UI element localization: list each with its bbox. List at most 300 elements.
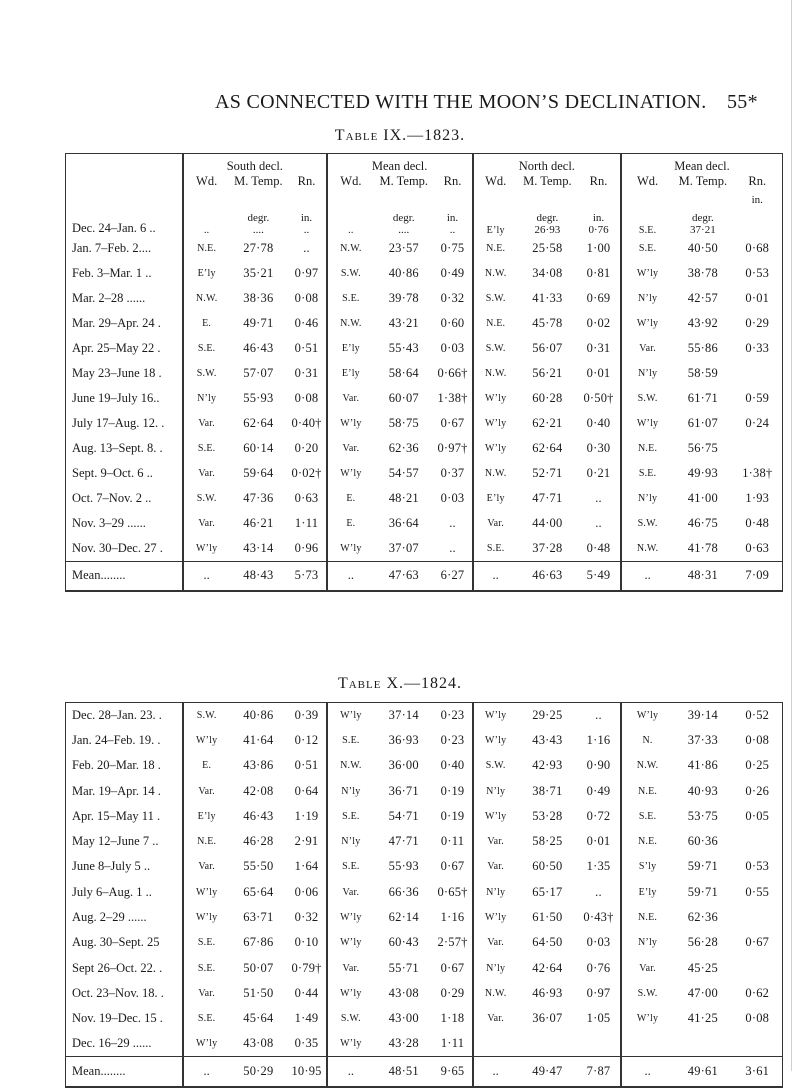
blank-header-cell bbox=[66, 154, 184, 175]
rain-cell: 0·59 bbox=[745, 391, 770, 405]
rain-cell: 1·11 bbox=[294, 516, 319, 530]
running-head-title: AS CONNECTED WITH THE MOON’S DECLINATION. bbox=[215, 91, 707, 113]
table-row bbox=[66, 880, 783, 905]
rain-cell: 0·96 bbox=[294, 540, 319, 555]
wind-direction-cell: W’ly bbox=[327, 981, 374, 1006]
temperature-cell: 42·57 bbox=[687, 291, 718, 305]
temperature-cell: 27·78 bbox=[243, 241, 274, 255]
wind-direction-cell: S.W. bbox=[327, 261, 374, 286]
wind-direction-cell: W’ly bbox=[327, 1031, 374, 1056]
wind-direction-cell: S.W. bbox=[473, 336, 518, 361]
temperature-cell: 55·93 bbox=[243, 391, 274, 405]
temperature-cell: 41·64 bbox=[243, 732, 274, 747]
rain-cell: 1·38† bbox=[437, 391, 468, 405]
rain-header: Rn. bbox=[443, 174, 462, 188]
wind-direction-cell: N’ly bbox=[621, 361, 673, 386]
table-row bbox=[66, 511, 783, 536]
temperature-cell: 62·36 bbox=[388, 441, 419, 455]
table-ix bbox=[65, 153, 783, 592]
wind-direction-cell: S.E. bbox=[621, 461, 673, 486]
temperature-cell: 55·93 bbox=[388, 859, 419, 874]
wind-direction-cell: E. bbox=[327, 486, 374, 511]
mean-cell: 48·31 bbox=[673, 561, 732, 591]
wind-direction-cell: W’ly bbox=[621, 703, 673, 728]
cell-value: .. bbox=[303, 224, 310, 236]
rain-cell: 0·01 bbox=[586, 834, 611, 849]
wind-direction-cell: E’ly bbox=[327, 361, 374, 386]
rain-cell: 0·90 bbox=[586, 758, 611, 773]
cell-value: .. bbox=[348, 225, 354, 236]
wind-direction-cell: W’ly bbox=[473, 703, 518, 728]
rain-cell: 1·16 bbox=[586, 732, 611, 747]
temperature-cell: 53·28 bbox=[532, 808, 563, 823]
mean-cell: .. bbox=[183, 1057, 229, 1087]
temperature-cell: 43·86 bbox=[243, 758, 274, 773]
rain-cell: 0·43† bbox=[583, 910, 614, 925]
rain-cell: 0·40† bbox=[291, 416, 322, 430]
wind-direction-cell: W’ly bbox=[621, 1006, 673, 1031]
temperature-cell: 40·86 bbox=[388, 266, 419, 280]
table-row bbox=[66, 1006, 783, 1031]
temperature-cell: 37·07 bbox=[388, 540, 419, 555]
temperature-cell: 35·21 bbox=[243, 266, 274, 280]
mean-cell: 6·27 bbox=[433, 561, 472, 591]
table-row bbox=[66, 261, 783, 286]
wind-direction-cell: N.E. bbox=[473, 311, 518, 336]
table-row bbox=[66, 829, 783, 854]
wind-direction-cell: E. bbox=[183, 311, 229, 336]
rain-cell: 0·68 bbox=[745, 241, 770, 255]
rain-cell: 0·67 bbox=[440, 416, 465, 430]
row-label: Aug. 2–29 ...... bbox=[72, 910, 147, 925]
wind-direction-cell: N.E. bbox=[621, 829, 673, 854]
rain-cell bbox=[733, 905, 783, 930]
wind-direction-cell: N’ly bbox=[183, 386, 229, 411]
row-label: Feb. 3–Mar. 1 .. bbox=[72, 266, 152, 280]
wind-direction-cell: W’ly bbox=[327, 930, 374, 955]
page-number: 55* bbox=[727, 91, 758, 113]
wind-direction-cell: Var. bbox=[183, 854, 229, 879]
mean-cell: 7·09 bbox=[733, 561, 783, 591]
wind-direction-cell: W’ly bbox=[183, 1031, 229, 1056]
row-cell bbox=[374, 194, 433, 236]
rain-cell: 1·38† bbox=[742, 466, 773, 480]
wind-direction-cell: W’ly bbox=[327, 905, 374, 930]
temperature-cell bbox=[673, 1031, 732, 1056]
rain-cell: 0·97 bbox=[294, 266, 319, 280]
wind-direction-cell: S.E. bbox=[327, 728, 374, 753]
temperature-cell: 54·71 bbox=[388, 808, 419, 823]
temperature-cell: 47·00 bbox=[687, 985, 718, 1000]
rain-cell: 0·49 bbox=[586, 783, 611, 798]
temperature-cell: 43·21 bbox=[388, 316, 419, 330]
cell-value: .. bbox=[203, 225, 210, 236]
wind-direction-cell: N’ly bbox=[621, 930, 673, 955]
rain-cell: 0·63 bbox=[745, 540, 770, 555]
rain-cell: 1·93 bbox=[745, 491, 770, 505]
wind-direction-cell: S.W. bbox=[183, 703, 229, 728]
wind-direction-cell: E’ly bbox=[327, 336, 374, 361]
temperature-cell: 60·43 bbox=[388, 935, 419, 950]
cell-value: .... bbox=[252, 224, 264, 236]
rain-header: Rn. bbox=[748, 174, 767, 188]
rain-cell: 1·64 bbox=[294, 859, 319, 874]
temperature-cell: 59·71 bbox=[687, 859, 718, 874]
rain-cell bbox=[733, 1031, 783, 1056]
table-row bbox=[66, 981, 783, 1006]
temperature-cell: 43·08 bbox=[243, 1036, 274, 1051]
temperature-cell: 36·93 bbox=[388, 732, 419, 747]
wind-direction-cell: S.E. bbox=[473, 536, 518, 561]
group-header-row bbox=[66, 154, 783, 175]
rain-cell: 1·16 bbox=[440, 910, 465, 925]
row-label: Mar. 29–Apr. 24 . bbox=[72, 316, 161, 330]
mean-cell: 50·29 bbox=[229, 1057, 287, 1087]
temperature-cell: 60·50 bbox=[532, 859, 563, 874]
rain-cell: 0·29 bbox=[440, 985, 465, 1000]
temperature-cell: 62·64 bbox=[532, 441, 563, 455]
rain-cell: 0·46 bbox=[294, 316, 319, 330]
rain-cell: 0·50† bbox=[583, 391, 614, 405]
temperature-cell: 51·50 bbox=[243, 985, 274, 1000]
mean-cell: 9·65 bbox=[433, 1057, 472, 1087]
temperature-cell: 36·64 bbox=[388, 516, 419, 530]
rain-cell: 2·91 bbox=[294, 834, 319, 849]
wind-direction-cell: S.E. bbox=[327, 804, 374, 829]
rain-cell: 0·32 bbox=[440, 291, 465, 305]
row-cell bbox=[287, 194, 326, 236]
temperature-cell: 56·75 bbox=[687, 441, 718, 455]
table-row bbox=[66, 728, 783, 753]
mean-cell: .. bbox=[183, 561, 229, 591]
unit-label: in. bbox=[592, 212, 605, 224]
wind-direction-cell: N’ly bbox=[473, 880, 518, 905]
rain-cell: 0·01 bbox=[586, 366, 611, 380]
row-cell bbox=[673, 194, 732, 236]
row-label: Dec. 28–Jan. 23. . bbox=[72, 707, 162, 722]
rain-cell: 0·30 bbox=[586, 441, 611, 455]
row-label: May 23–June 18 . bbox=[72, 366, 162, 380]
mean-cell: 7·87 bbox=[577, 1057, 621, 1087]
table-row bbox=[66, 336, 783, 361]
temperature-cell: 42·08 bbox=[243, 783, 274, 798]
wind-direction-cell: S.W. bbox=[473, 753, 518, 778]
table-row bbox=[66, 386, 783, 411]
cell-value: 0·76 bbox=[588, 224, 609, 236]
temperature-cell: 40·93 bbox=[687, 783, 718, 798]
temp-header: M. Temp. bbox=[379, 174, 429, 188]
temperature-cell: 64·50 bbox=[532, 935, 563, 950]
wind-direction-cell: E. bbox=[183, 753, 229, 778]
rain-header: Rn. bbox=[297, 174, 316, 188]
temperature-cell: 37·33 bbox=[687, 732, 718, 747]
rain-cell bbox=[577, 1031, 621, 1056]
rain-cell: 0·32 bbox=[294, 910, 319, 925]
wind-direction-cell: S.E. bbox=[183, 955, 229, 980]
rain-cell: 0·08 bbox=[294, 291, 319, 305]
temperature-cell: 58·25 bbox=[532, 834, 563, 849]
temperature-cell: 67·86 bbox=[243, 935, 274, 950]
rain-cell: 0·11 bbox=[440, 834, 465, 849]
temperature-cell: 39·14 bbox=[687, 707, 718, 722]
temperature-cell: 29·25 bbox=[532, 707, 563, 722]
temperature-cell: 60·36 bbox=[687, 834, 718, 849]
rain-cell: 0·05 bbox=[745, 808, 770, 823]
row-label: Nov. 3–29 ...... bbox=[72, 516, 146, 530]
rain-cell: 0·53 bbox=[745, 266, 770, 280]
wind-direction-cell: N’ly bbox=[621, 486, 673, 511]
rain-cell: 0·63 bbox=[294, 491, 319, 505]
wind-direction-cell: Var. bbox=[621, 336, 673, 361]
temperature-cell: 55·43 bbox=[388, 341, 419, 355]
wind-direction-cell: Var. bbox=[621, 955, 673, 980]
wind-direction-cell: W’ly bbox=[327, 411, 374, 436]
rain-cell: 0·12 bbox=[294, 732, 319, 747]
wind-direction-cell: Var. bbox=[473, 829, 518, 854]
wind-direction-cell: Var. bbox=[327, 436, 374, 461]
mean-cell: .. bbox=[473, 1057, 518, 1087]
temperature-cell: 58·64 bbox=[388, 366, 419, 380]
row-label: July 17–Aug. 12. . bbox=[72, 416, 165, 430]
rain-cell bbox=[733, 436, 783, 461]
temperature-cell: 61·50 bbox=[532, 910, 563, 925]
wd-header: Wd. bbox=[183, 174, 229, 194]
wind-direction-cell: N’ly bbox=[473, 778, 518, 803]
row-label: Nov. 19–Dec. 15 . bbox=[72, 1011, 163, 1026]
unit-label: degr. bbox=[536, 212, 559, 224]
row-cell bbox=[327, 194, 374, 236]
rain-cell: 0·67 bbox=[440, 960, 465, 975]
temperature-cell: 65·17 bbox=[532, 884, 563, 899]
rain-cell: 0·52 bbox=[745, 707, 770, 722]
wd-header: Wd. bbox=[473, 174, 518, 194]
temperature-cell: 46·21 bbox=[243, 516, 274, 530]
unit-label: in. bbox=[300, 212, 313, 224]
mean-cell: 48·43 bbox=[229, 561, 287, 591]
wind-direction-cell: N.E. bbox=[473, 236, 518, 261]
table-row bbox=[66, 804, 783, 829]
unit-label: degr. bbox=[247, 212, 270, 224]
unit-label: degr. bbox=[392, 212, 415, 224]
temperature-cell: 45·25 bbox=[687, 960, 718, 975]
rain-cell: 0·31 bbox=[586, 341, 611, 355]
row-label: Sept 26–Oct. 22. . bbox=[72, 960, 163, 975]
temperature-cell: 41·33 bbox=[532, 291, 563, 305]
rain-cell bbox=[733, 955, 783, 980]
wind-direction-cell: S.E. bbox=[327, 286, 374, 311]
wind-direction-cell: W’ly bbox=[473, 386, 518, 411]
wind-direction-cell: S.W. bbox=[621, 386, 673, 411]
row-label: Feb. 20–Mar. 18 . bbox=[72, 758, 161, 773]
rain-cell: 0·79† bbox=[291, 960, 322, 975]
cell-value: .. bbox=[449, 224, 456, 236]
temperature-cell: 53·75 bbox=[687, 808, 718, 823]
wind-direction-cell: Var. bbox=[473, 930, 518, 955]
rain-cell: 0·24 bbox=[745, 416, 770, 430]
units-row bbox=[66, 194, 783, 236]
rain-cell: 0·40 bbox=[440, 758, 465, 773]
wind-direction-cell: E’ly bbox=[183, 261, 229, 286]
rain-cell: .. bbox=[595, 491, 602, 505]
temperature-cell: 43·43 bbox=[532, 732, 563, 747]
unit-label: in. bbox=[751, 194, 763, 206]
rain-cell: 0·37 bbox=[440, 466, 465, 480]
mean-cell: 47·63 bbox=[374, 561, 433, 591]
temperature-cell: 43·92 bbox=[687, 316, 718, 330]
temperature-cell: 41·25 bbox=[687, 1011, 718, 1026]
rain-cell: 0·72 bbox=[586, 808, 611, 823]
wind-direction-cell: S.E. bbox=[327, 854, 374, 879]
wind-direction-cell: Var. bbox=[473, 511, 518, 536]
wind-direction-cell: Var. bbox=[183, 411, 229, 436]
mean-cell: .. bbox=[621, 561, 673, 591]
temperature-cell: 52·71 bbox=[532, 466, 563, 480]
row-label: Mar. 19–Apr. 14 . bbox=[72, 783, 161, 798]
wind-direction-cell: S.W. bbox=[183, 486, 229, 511]
row-label: June 8–July 5 .. bbox=[72, 859, 151, 874]
wind-direction-cell: S.W. bbox=[327, 1006, 374, 1031]
temperature-cell: 37·28 bbox=[532, 540, 563, 555]
wind-direction-cell: W’ly bbox=[621, 311, 673, 336]
wind-direction-cell: N.W. bbox=[621, 536, 673, 561]
row-label: June 19–July 16.. bbox=[72, 391, 160, 405]
wind-direction-cell: W’ly bbox=[183, 536, 229, 561]
mean-cell: 10·95 bbox=[287, 1057, 326, 1087]
temperature-cell: 43·28 bbox=[388, 1036, 419, 1051]
temperature-cell: 48·21 bbox=[388, 491, 419, 505]
temperature-cell: 38·71 bbox=[532, 783, 563, 798]
wind-direction-cell: E’ly bbox=[473, 486, 518, 511]
cell-value: E’ly bbox=[486, 225, 505, 236]
wind-direction-cell: E. bbox=[327, 511, 374, 536]
rain-cell: 0·29 bbox=[745, 316, 770, 330]
rain-cell: 0·76 bbox=[586, 960, 611, 975]
row-label: Jan. 24–Feb. 19. . bbox=[72, 732, 161, 747]
rain-cell: 2·57† bbox=[437, 935, 468, 950]
subcolumn-header-row bbox=[66, 174, 783, 194]
temperature-cell: 47·71 bbox=[532, 491, 563, 505]
wind-direction-cell: Var. bbox=[327, 880, 374, 905]
temperature-cell: 62·36 bbox=[687, 910, 718, 925]
wind-direction-cell: N’ly bbox=[327, 778, 374, 803]
row-label: Oct. 23–Nov. 18. . bbox=[72, 985, 164, 1000]
rain-cell: 1·19 bbox=[294, 808, 319, 823]
temperature-cell: 40·50 bbox=[687, 241, 718, 255]
rain-cell: 0·81 bbox=[586, 266, 611, 280]
rain-cell: .. bbox=[595, 516, 602, 530]
wind-direction-cell: N.E. bbox=[621, 905, 673, 930]
mean-cell: 49·61 bbox=[673, 1057, 732, 1087]
temperature-cell: 55·86 bbox=[687, 341, 718, 355]
rain-cell: 0·03 bbox=[440, 341, 465, 355]
row-label: Apr. 15–May 11 . bbox=[72, 808, 161, 823]
table-x bbox=[65, 702, 783, 1088]
mean-cell: 3·61 bbox=[733, 1057, 783, 1087]
table-row bbox=[66, 411, 783, 436]
rain-cell: 0·19 bbox=[440, 808, 465, 823]
temperature-cell: 43·08 bbox=[388, 985, 419, 1000]
temperature-cell: 46·43 bbox=[243, 341, 274, 355]
mean-label: Mean........ bbox=[66, 561, 184, 591]
rain-cell: 1·05 bbox=[586, 1011, 611, 1026]
table-row bbox=[66, 753, 783, 778]
temperature-cell: 42·93 bbox=[532, 758, 563, 773]
wind-direction-cell: S.W. bbox=[621, 511, 673, 536]
wind-direction-cell: S.W. bbox=[473, 286, 518, 311]
mean-cell: 49·47 bbox=[518, 1057, 577, 1087]
rain-cell: 0·08 bbox=[745, 1011, 770, 1026]
wind-direction-cell: S.W. bbox=[621, 981, 673, 1006]
rain-cell: 0·75 bbox=[440, 241, 465, 255]
wind-direction-cell: W’ly bbox=[327, 461, 374, 486]
temperature-cell: 56·28 bbox=[687, 935, 718, 950]
blank-header-cell bbox=[66, 174, 184, 194]
wind-direction-cell: N.W. bbox=[473, 461, 518, 486]
rain-cell: 0·49 bbox=[440, 266, 465, 280]
rain-cell: 0·26 bbox=[745, 783, 770, 798]
temperature-cell: 65·64 bbox=[243, 884, 274, 899]
mean-cell: 46·63 bbox=[518, 561, 577, 591]
rain-cell: 0·51 bbox=[294, 341, 319, 355]
rain-cell: .. bbox=[449, 540, 456, 555]
row-label: July 6–Aug. 1 .. bbox=[72, 884, 152, 899]
rain-cell: 0·48 bbox=[745, 516, 770, 530]
table-row bbox=[66, 536, 783, 561]
row-cell bbox=[577, 194, 621, 236]
row-cell bbox=[473, 194, 518, 236]
rain-cell: 1·49 bbox=[294, 1011, 319, 1026]
row-label: Mar. 2–28 ...... bbox=[72, 291, 146, 305]
temperature-cell: 57·07 bbox=[243, 366, 274, 380]
row-label: Dec. 16–29 ...... bbox=[72, 1036, 152, 1051]
wind-direction-cell: N.W. bbox=[473, 981, 518, 1006]
mean-cell: 48·51 bbox=[374, 1057, 433, 1087]
rain-cell: 0·31 bbox=[294, 366, 319, 380]
table-row bbox=[66, 286, 783, 311]
mean-label: Mean........ bbox=[66, 1057, 184, 1087]
wind-direction-cell: N.E. bbox=[621, 436, 673, 461]
wind-direction-cell: S.E. bbox=[621, 804, 673, 829]
rain-cell: 0·67 bbox=[745, 935, 770, 950]
wd-header: Wd. bbox=[621, 174, 673, 194]
row-label: Aug. 30–Sept. 25 bbox=[72, 935, 160, 950]
rain-cell: 1·35 bbox=[586, 859, 611, 874]
rain-cell: 0·25 bbox=[745, 758, 770, 773]
table-row bbox=[66, 1031, 783, 1056]
table-row bbox=[66, 436, 783, 461]
temperature-cell: 60·07 bbox=[388, 391, 419, 405]
wind-direction-cell: W’ly bbox=[183, 728, 229, 753]
wd-header: Wd. bbox=[327, 174, 374, 194]
wind-direction-cell bbox=[473, 1031, 518, 1056]
rain-cell: 0·06 bbox=[294, 884, 319, 899]
cell-value: 26·93 bbox=[534, 224, 561, 236]
row-cell bbox=[433, 194, 472, 236]
table-row bbox=[66, 461, 783, 486]
temperature-cell: 43·00 bbox=[388, 1011, 419, 1026]
wind-direction-cell: W’ly bbox=[327, 703, 374, 728]
rain-cell: .. bbox=[449, 516, 456, 530]
wind-direction-cell: W’ly bbox=[473, 905, 518, 930]
temperature-cell: 63·71 bbox=[243, 910, 274, 925]
cell-value: .... bbox=[398, 224, 410, 236]
table-row bbox=[66, 955, 783, 980]
table-row bbox=[66, 778, 783, 803]
rain-cell: 0·02† bbox=[291, 466, 322, 480]
wind-direction-cell: W’ly bbox=[473, 804, 518, 829]
rain-cell: 0·01 bbox=[745, 291, 770, 305]
table-row bbox=[66, 236, 783, 261]
